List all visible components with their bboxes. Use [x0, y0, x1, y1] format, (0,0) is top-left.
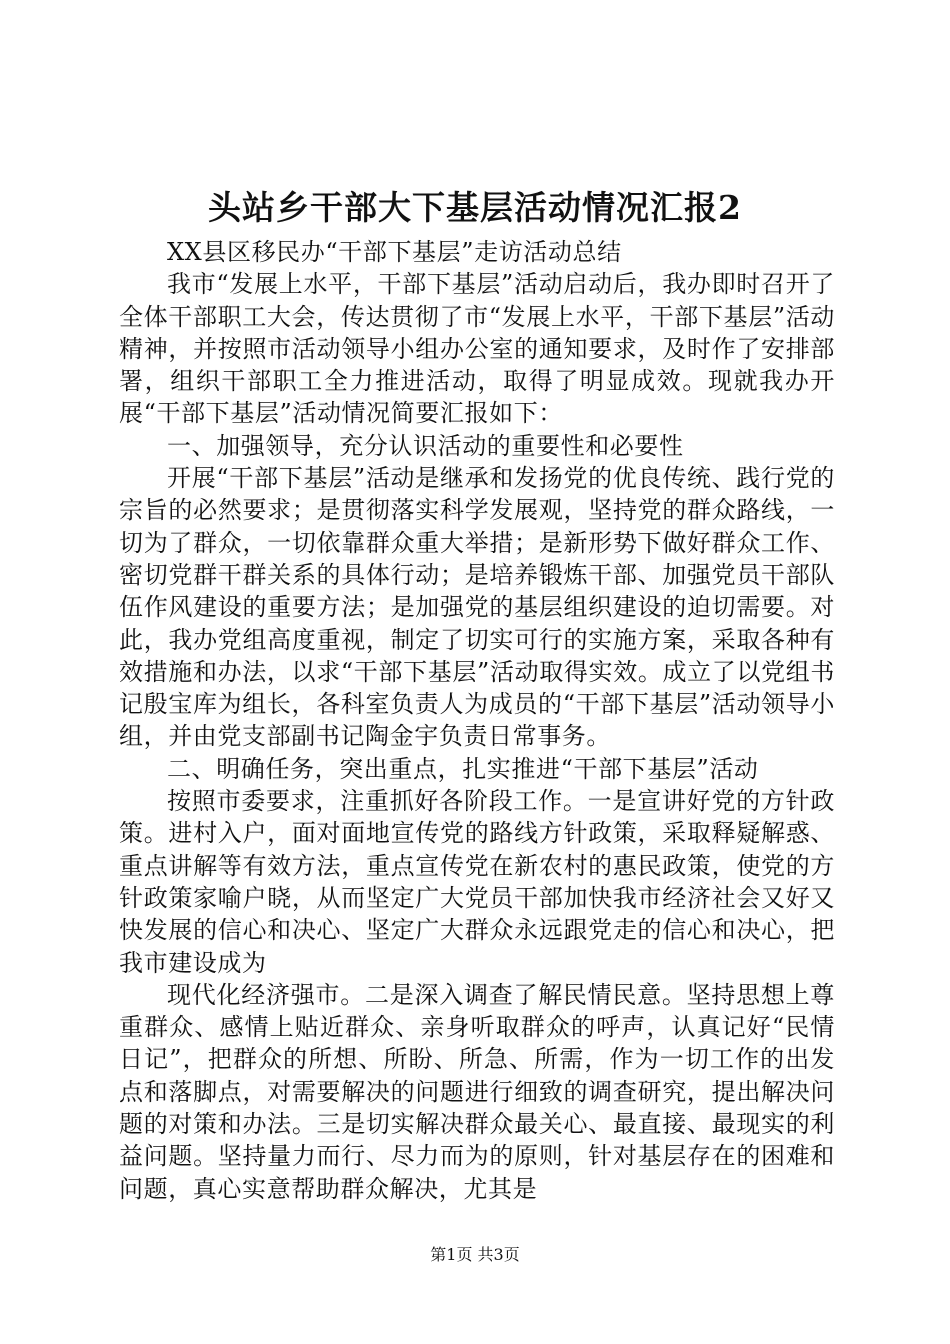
paragraph-section-2a: 按照市委要求，注重抓好各阶段工作。一是宣讲好党的方针政策。进村入户，面对面地宣传党的路线方针政策，采取释疑解惑、重点讲解等有效方法，重点宣传党在新农村的惠民政策，使党的方针政策家喻户晓，从而坚定广大党员干部加快我市经济社会又好又快发展的信心和决心、坚定广大群众永远跟党走的信心和决心，把我市建设成为 [119, 787, 835, 977]
page-number-footer: 第1页 共3页 [430, 1245, 520, 1264]
document-title: 头站乡干部大下基层活动情况汇报2 [208, 188, 742, 227]
paragraph-subtitle: XX县区移民办“干部下基层”走访活动总结 [167, 238, 622, 266]
paragraph-section-2b: 现代化经济强市。二是深入调查了解民情民意。坚持思想上尊重群众、感情上贴近群众、亲身听取群众的呼声，认真记好“民情日记”，把群众的所想、所盼、所急、所需，作为一切工作的出发点和落脚点，对需要解决的问题进行细致的调查研究，提出解决问题的对策和办法。三是切实解决群众最关心、最直接、最现实的利益问题。坚持量力而行、尽力而为的原则，针对基层存在的困难和问题，真心实意帮助群众解决，尤其是 [119, 980, 835, 1203]
document-body [119, 236, 835, 1205]
section-heading-2: 二、明确任务，突出重点，扎实推进“干部下基层”活动 [167, 754, 759, 783]
paragraph-section-1: 开展“干部下基层”活动是继承和发扬党的优良传统、践行党的宗旨的必然要求；是贯彻落实科学发展观，坚持党的群众路线，一切为了群众，一切依靠群众重大举措；是新形势下做好群众工作、密切党群干群关系的具体行动；是培养锻炼干部、加强党员干部队伍作风建设的重要方法；是加强党的基层组织建设的迫切需要。对此，我办党组高度重视，制定了切实可行的实施方案，采取各种有效措施和办法，以求“干部下基层”活动取得实效。成立了以党组书记殷宝库为组长，各科室负责人为成员的“干部下基层”活动领导小组，并由党支部副书记陶金宇负责日常事务。 [119, 464, 835, 751]
paragraph-intro: 我市“发展上水平，干部下基层”活动启动后，我办即时召开了全体干部职工大会，传达贯彻了市“发展上水平，干部下基层”活动精神，并按照市活动领导小组办公室的通知要求，及时作了安排部署，组织干部职工全力推进活动，取得了明显成效。现就我办开展“干部下基层”活动情况简要汇报如下： [119, 270, 835, 428]
section-heading-1: 一、加强领导，充分认识活动的重要性和必要性 [167, 431, 684, 460]
